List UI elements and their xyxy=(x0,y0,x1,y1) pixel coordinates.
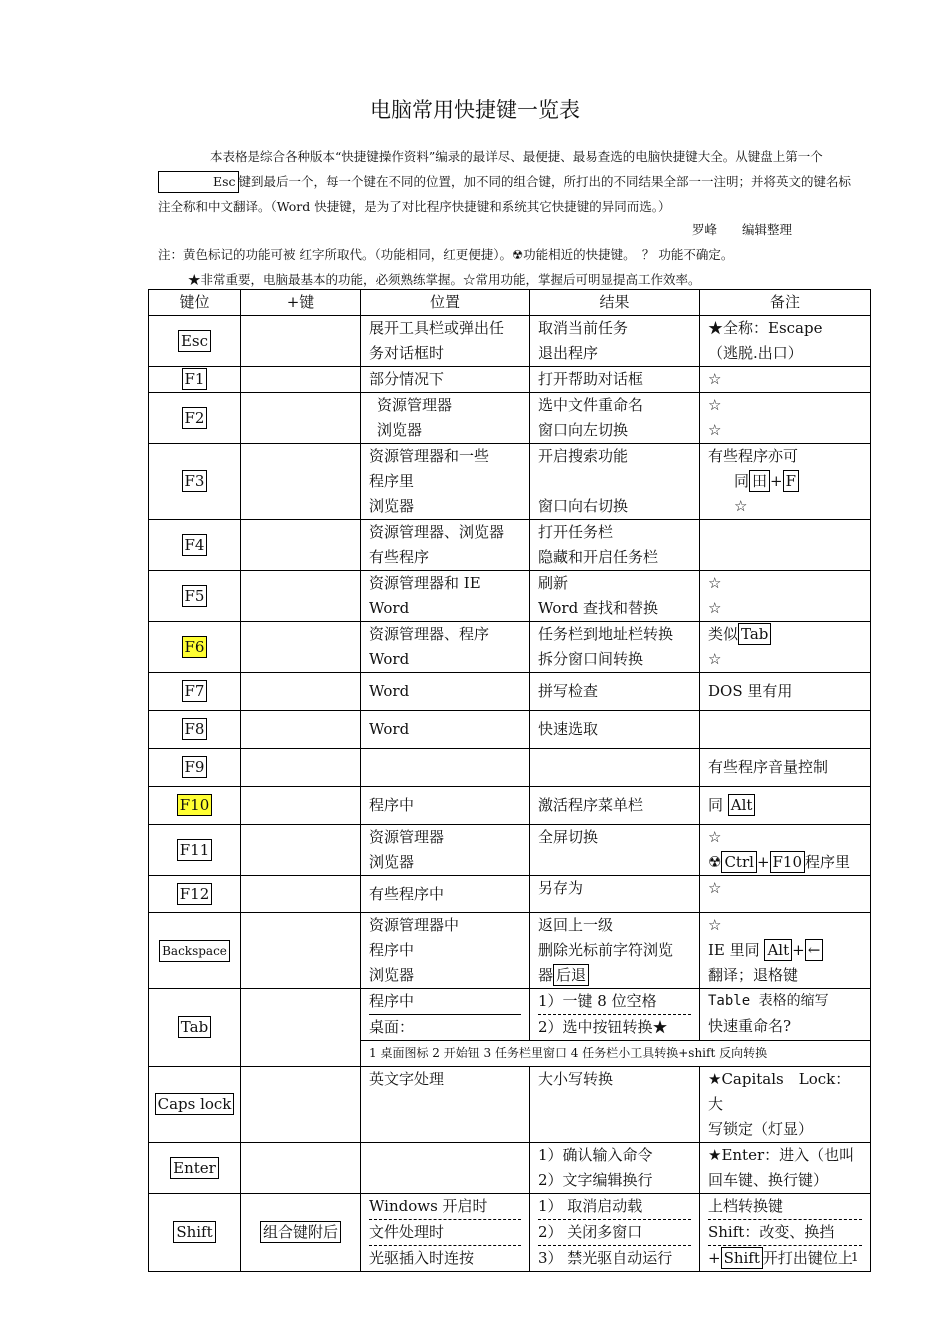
intro-paragraph: 本表格是综合各种版本“快捷键操作资料”编录的最详尽、最便捷、最易查选的电脑快捷键大全。从键盘上第一个Esc 键到最后一个，每一个键在不同的位置，加不同的组合键，所打出的不同结果全部一一注明；并将英文的键名标注全称和中文翻译。（Word 快捷键，是为了对比程序快捷键和系统其它快捷键的异同而选。） xyxy=(158,149,852,214)
table-row: F11 资源管理器 浏览器 全屏切换 ☆ ☢ Ctrl + F10 程序里 xyxy=(149,825,871,876)
key-caps-lock: Caps lock xyxy=(155,1093,235,1115)
key-f1: F1 xyxy=(182,368,208,390)
table-row: F6 资源管理器、程序 Word 任务栏到地址栏转换 拆分窗口间转换 类似 Tab ☆ xyxy=(149,622,871,673)
key-esc: Esc xyxy=(178,330,211,352)
header-plus: +键 xyxy=(241,290,361,316)
table-row: F1 部分情况下 打开帮助对话框 ☆ xyxy=(149,367,871,393)
similar-icon: ☢ xyxy=(708,853,722,871)
table-row: Enter 1）确认输入命令 2）文字编辑换行 ★Enter：进入（也叫 回车键、换行键） xyxy=(149,1143,871,1194)
key-f5: F5 xyxy=(182,585,208,607)
table-row: Tab 程序中 桌面： 1）一键 8 位空格 2）选中按钮转换★ Table 表格的缩写 快速重命名? xyxy=(149,989,871,1041)
tab-wide-note: 1 桌面图标 2 开始钮 3 任务栏里窗口 4 任务栏小工具转换+shift 反向转换 xyxy=(361,1041,871,1067)
table-row: F12 有些程序中 另存为 ☆ xyxy=(149,876,871,913)
table-row: Caps lock 英文字处理 大小写转换 ★Capitals Lock：大 写锁定（灯显） xyxy=(149,1067,871,1143)
key-backspace: Backspace xyxy=(159,940,230,962)
page-number: 1 xyxy=(851,1250,859,1264)
key-f12: F12 xyxy=(177,883,213,905)
key-f10: F10 xyxy=(177,794,213,816)
table-row: F5 资源管理器和 IE Word 刷新 Word 查找和替换 ☆ ☆ xyxy=(149,571,871,622)
windows-key-icon: 田 xyxy=(749,470,770,492)
header-note: 备注 xyxy=(700,290,871,316)
combo-key-label: 组合键附后 xyxy=(260,1221,341,1243)
left-arrow-icon: ← xyxy=(805,939,824,961)
key-enter: Enter xyxy=(170,1157,219,1179)
table-row: F7 Word 拼写检查 DOS 里有用 xyxy=(149,673,871,711)
table-row: Shift 组合键附后 Windows 开启时 文件处理时 光驱插入时连按 1） 取消启动载 2） 关闭多窗口 3） 禁光驱自动运行 上档转换键 Shift：改变、换挡 + Shift 开打出键位上 xyxy=(149,1194,871,1272)
table-row: F9 有些程序音量控制 xyxy=(149,749,871,787)
header-result: 结果 xyxy=(530,290,700,316)
key-f8: F8 xyxy=(182,718,208,740)
table-row: F8 Word 快速选取 xyxy=(149,711,871,749)
key-f2: F2 xyxy=(182,407,208,429)
key-f11: F11 xyxy=(177,839,213,861)
header-position: 位置 xyxy=(361,290,530,316)
key-f3: F3 xyxy=(182,470,208,492)
table-row: F3 资源管理器和一些 程序里 浏览器 开启搜索功能 窗口向右切换 有些程序亦可 同 田 + F ☆ xyxy=(149,444,871,520)
legend-note-1: 注：黄色标记的功能可被 红字所取代。（功能相同，红更便捷）。☢功能相近的快捷键。 ？ 功能不确定。 xyxy=(158,247,734,262)
key-f6: F6 xyxy=(182,636,208,658)
table-row: Backspace 资源管理器中 程序中 浏览器 返回上一级 删除光标前字符浏览 器 后退 ☆ IE 里同 Alt + ← 翻译；退格键 xyxy=(149,913,871,989)
editor-credit: 罗峰 编辑整理 xyxy=(692,222,793,237)
table-row: F4 资源管理器、浏览器 有些程序 打开任务栏 隐藏和开启任务栏 xyxy=(149,520,871,571)
header-key: 键位 xyxy=(149,290,241,316)
key-esc-inline: Esc xyxy=(158,171,239,193)
key-f9: F9 xyxy=(182,756,208,778)
legend-note-2: ★非常重要，电脑最基本的功能，必须熟练掌握。☆常用功能，掌握后可明显提高工作效率。 xyxy=(188,272,701,287)
table-header-row xyxy=(149,290,871,316)
table-row: Esc 展开工具栏或弹出任 务对话框时 取消当前任务 退出程序 ★全称：Escape （逃脱.出口） xyxy=(149,316,871,367)
table-row: F10 程序中 激活程序菜单栏 同 Alt xyxy=(149,787,871,825)
key-tab: Tab xyxy=(178,1016,211,1038)
shortcut-table xyxy=(148,289,871,1272)
key-f7: F7 xyxy=(182,680,208,702)
key-shift: Shift xyxy=(173,1221,215,1243)
page-title: 电脑常用快捷键一览表 xyxy=(370,98,580,122)
key-f4: F4 xyxy=(182,534,208,556)
table-row: F2 资源管理器 浏览器 选中文件重命名 窗口向左切换 ☆ ☆ xyxy=(149,393,871,444)
